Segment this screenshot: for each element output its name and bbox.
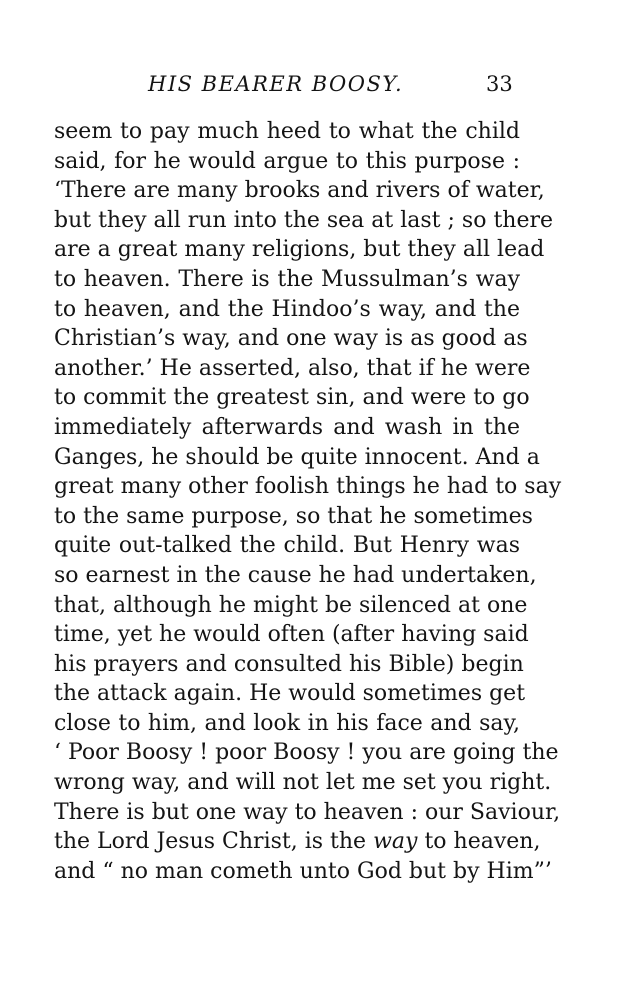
text-line: and “ no man cometh unto God but by Him”’	[54, 858, 552, 884]
body-text	[54, 117, 562, 886]
text-line: to commit the greatest sin, and were to go	[54, 385, 530, 411]
text-line: his prayers and consulted his Bible) begin	[54, 651, 524, 677]
page-number: 33	[486, 72, 513, 96]
text-line: said, for he would argue to this purpose :	[54, 148, 520, 174]
text-line: ‘There are many brooks and rivers of water,	[54, 178, 545, 204]
text-line: another.’ He asserted, also, that if he were	[54, 355, 531, 381]
emphasized-word: way	[373, 829, 418, 855]
text-line: ‘ Poor Boosy ! poor Boosy ! you are going the	[54, 740, 559, 766]
text-line: to heaven, and the Hindoo’s way, and the	[54, 296, 520, 322]
running-title: HIS BEARER BOOSY.	[148, 72, 404, 96]
text-line: Ganges, he should be quite innocent. And a	[54, 444, 540, 470]
text-line: are a great many religions, but they all lead	[54, 237, 545, 263]
text-line: Christian’s way, and one way is as good as	[54, 326, 528, 352]
text-line: great many other foolish things he had to say	[54, 474, 562, 500]
text-line: to the same purpose, so that he sometimes	[54, 503, 533, 529]
text-segment: to heaven,	[417, 829, 541, 855]
text-line: but they all run into the sea at last ; so there	[54, 207, 554, 233]
text-line: wrong way, and will not let me set you right.	[54, 770, 552, 796]
text-line: to heaven. There is the Mussulman’s way	[54, 266, 520, 292]
page-header	[0, 72, 632, 104]
text-line: time, yet he would often (after having said	[54, 622, 529, 648]
text-line: so earnest in the cause he had undertaken,	[54, 562, 537, 588]
text-line: that, although he might be silenced at one	[54, 592, 528, 618]
text-line: immediately afterwards and wash in the	[54, 414, 520, 440]
text-line: quite out-talked the child. But Henry was	[54, 533, 520, 559]
text-line: the attack again. He would sometimes get	[54, 681, 526, 707]
text-segment: the Lord Jesus Christ, is the	[54, 829, 374, 855]
text-line-with-emphasis	[54, 827, 541, 857]
text-line: close to him, and look in his face and say,	[54, 710, 520, 736]
text-line: seem to pay much heed to what the child	[54, 119, 520, 144]
text-line: There is but one way to heaven : our Saviour,	[54, 799, 561, 825]
